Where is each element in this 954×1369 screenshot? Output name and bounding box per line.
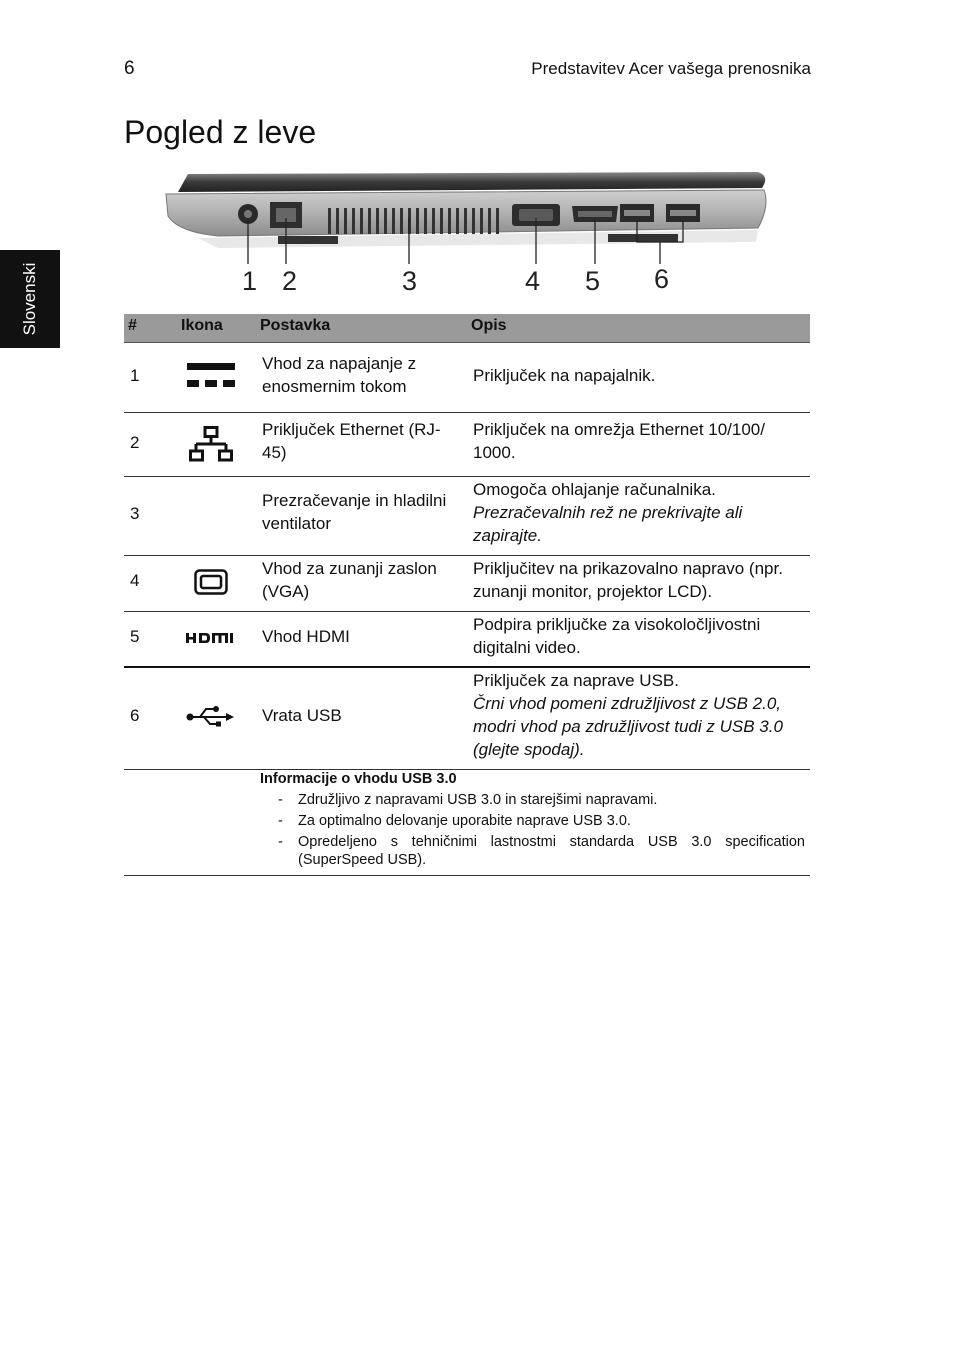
table-row (124, 343, 810, 413)
row-num: 6 (130, 706, 140, 725)
callout-1: 1 (242, 266, 258, 296)
header-num: # (128, 317, 137, 334)
row-item: Priključek Ethernet (RJ-45) (262, 420, 441, 462)
callout-3: 3 (402, 266, 418, 296)
row-desc: Priključek za naprave USB. (473, 671, 679, 690)
row-desc: Podpira priključke za visokoločljivostni digitalni video. (473, 615, 761, 657)
callout-6: 6 (654, 264, 670, 294)
ethernet-icon (184, 426, 238, 462)
port-table (124, 314, 810, 876)
usb3-info-text: Opredeljeno s tehničnimi lastnostmi standarda USB 3.0 specification (SuperSpeed USB). (298, 834, 805, 868)
usb3-info-title: Informacije o vhodu USB 3.0 (260, 771, 457, 787)
row-desc: Priključek na omrežja Ethernet 10/100/ 1000. (473, 420, 765, 462)
row-item: Vhod za napajanje z enosmernim tokom (262, 354, 417, 396)
row-num: 5 (130, 627, 140, 646)
header-item: Postavka (260, 317, 331, 334)
table-row (124, 556, 810, 612)
page-title: Pogled z leve (124, 114, 317, 150)
hdmi-icon (184, 632, 238, 644)
table-row (124, 413, 810, 477)
laptop-left-side-illustration (158, 166, 778, 311)
row-note: Črni vhod pomeni združljivost z USB 2.0, modri vhod pa združljivost tudi z USB 3.0 (glejte spodaj). (473, 694, 783, 759)
usb3-info-text: Združljivo z napravami USB 3.0 in starejšimi napravami. (298, 792, 658, 808)
row-item: Vhod za zunanji zaslon (VGA) (262, 559, 437, 601)
table-row (124, 612, 810, 668)
row-item: Vrata USB (262, 706, 342, 725)
table-header (124, 314, 810, 343)
row-item: Vhod HDMI (262, 627, 350, 646)
usb-icon (184, 704, 238, 728)
usb3-info-block: Informacije o vhodu USB 3.0 - Združljivo z napravami USB 3.0 in starejšimi napravami. - Za optimalno delovanje uporabite naprave USB 3.0. - Opredeljeno s tehničnimi lastnostmi standarda USB 3.0 specification (SuperSpeed USB). (124, 770, 810, 876)
row-item: Prezračevanje in hladilni ventilator (262, 491, 447, 533)
page-number: 6 (124, 58, 135, 79)
row-num: 3 (130, 504, 140, 523)
row-desc: Omogoča ohlajanje računalnika. (473, 480, 716, 499)
row-desc: Priključitev na prikazovalno napravo (npr. zunanji monitor, projektor LCD). (473, 559, 783, 601)
dc-in-icon (184, 361, 238, 391)
language-label: Slovenski (20, 262, 39, 336)
running-header: Predstavitev Acer vašega prenosnika (531, 59, 811, 78)
row-num: 4 (130, 571, 140, 590)
vga-icon (184, 569, 238, 595)
header-desc: Opis (471, 317, 507, 334)
row-note: Prezračevalnih rež ne prekrivajte ali zapirajte. (473, 503, 743, 545)
table-row (124, 477, 810, 556)
usb3-info-text: Za optimalno delovanje uporabite naprave USB 3.0. (298, 813, 631, 829)
callout-4: 4 (525, 266, 541, 296)
row-num: 2 (130, 433, 140, 452)
table-row (124, 668, 810, 770)
callout-2: 2 (282, 266, 298, 296)
callout-5: 5 (585, 266, 601, 296)
language-side-tab (0, 250, 60, 348)
row-desc: Priključek na napajalnik. (473, 366, 656, 385)
row-num: 1 (130, 366, 140, 385)
header-icon: Ikona (181, 317, 223, 334)
